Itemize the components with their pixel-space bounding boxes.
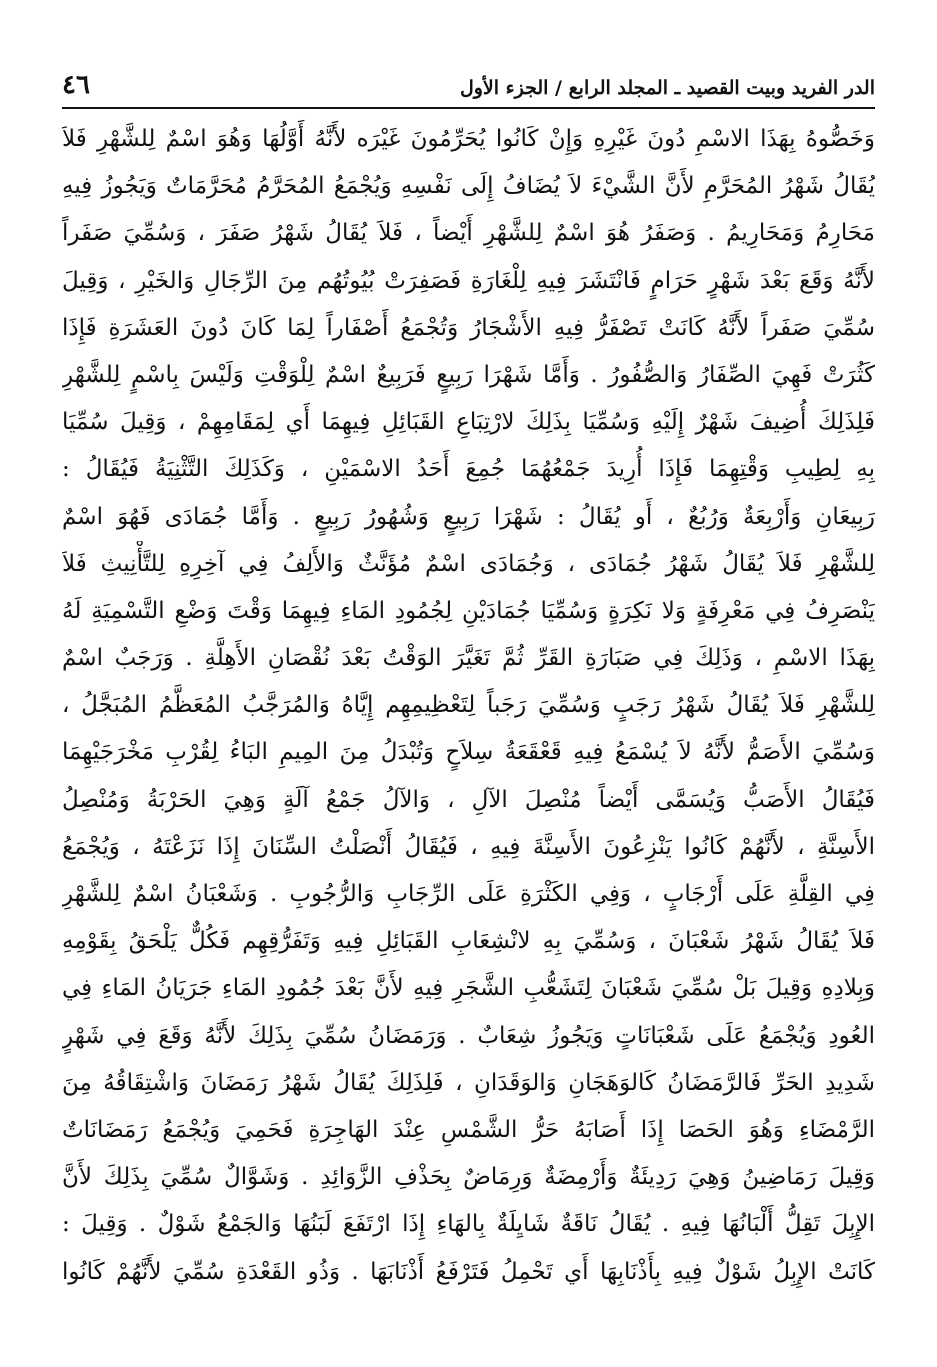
text-line: لأَنَّهُ وَقَعَ بَعْدَ شَهْرٍ حَرَامٍ فَانْتَشَرَ فِيهِ لِلْغَارَةِ فَصَفِرَتْ بُيُوتُهُم مِنَ الرِّجَالِ وَالخَيْرِ ، وَقِيلَ: [62, 267, 875, 294]
text-line: الرَّمْضَاءِ وَهُوَ الحَصَا إِذَا أَصَابَهُ حَرُّ الشَّمْسِ عِنْدَ الهَاجِرَةِ فَحَمِيَ وَيُجْمَعُ رَمَضَانَاتٌ: [62, 1116, 875, 1143]
text-line: رَبِيعَانِ وَأَرْبِعَةٌ وَرُبُعٌ ، أَو يُقَالُ : شَهْرَا رَبِيعٍ وَشُهُورُ رَبِيعٍ . وَأَمَّا جُمَادَى فَهُوَ اسْمٌ: [62, 503, 875, 530]
text-line: الأَسِنَّةِ ، لأَنَّهُمْ كَانُوا يَنْزِعُونَ الأَسِنَّةَ فِيهِ ، فَيُقَالُ أَنْصَلْتُ السِّنَانَ إِذَا نَزَعْتَهُ ، وَيُجْمَعُ: [62, 833, 875, 860]
text-line: كَثُرَتْ فَهِيَ الصِّفَارُ وَالصُّفُورُ . وَأَمَّا شَهْرَا رَبِيعٍ فَرَبِيعٌ اسْمٌ لِلْوَقْتِ وَلَيْسَ بِاسْمٍ لِلشَّهْرِ: [62, 361, 875, 388]
text-line: العُودِ وَيُجْمَعُ عَلَى شَعْبَانَاتٍ وَيَجُوزُ شِعَابٌ . وَرَمَضَانُ سُمِّيَ بِذَلِكَ لأَنَّهُ وَقَعَ فِي شَهْرٍ: [62, 1022, 875, 1049]
text-line: سُمِّيَ صَفَراً لأَنَّهُ كَانَتْ تَصْفَرُّ فِيهِ الأَشْجَارُ وَتُجْمَعُ أَصْفَاراً لِمَا كَانَ دُونَ العَشَرَةِ فَإِذَا: [62, 314, 875, 341]
text-line: وَسُمِّيَ الأَصَمُّ لأَنَّهُ لاَ يُسْمَعُ فِيهِ قَعْقَعَةُ سِلاَحٍ وَتُبْدَلُ مِنَ المِيمِ البَاءُ لِقُرْبِ مَخْرَجَيْهِمَا: [62, 739, 875, 766]
text-line: كَانَتْ الإِبِلُ شَوْلٌ فِيهِ بِأَذْنَابِهَا أَي تَحْمِلُ فَتَرْفَعُ أَذْنَابَهَا . وَذُو القَعْدَةِ سُمِّيَ لأَنَّهُمْ كَانُوا: [62, 1258, 875, 1285]
text-line: مَحَارِمُ وَمَحَارِيمُ . وَصَفَرُ هُوَ اسْمٌ لِلشَّهْرِ أَيْضاً ، فَلاَ يُقَالُ شَهْرُ صَفَرَ ، وَسُمِّيَ صَفَراً: [62, 220, 875, 247]
running-title: الدر الفريد وبيت القصيد ـ المجلد الرابع / الجزء الأول: [459, 77, 875, 99]
header-divider: [62, 107, 875, 109]
text-line: فَيُقَالُ الأَصَبُّ وَيُسَمَّى أَيْضاً مُنْصِلَ الآلِ ، وَالآلُ جَمْعُ آلَةٍ وَهِيَ الحَرْبَةُ وَمُنْصِلُ: [62, 786, 875, 813]
text-line: فَلاَ يُقَالُ شَهْرُ شَعْبَانَ ، وَسُمِّيَ بِهِ لانْشِعَابِ القَبَائِلِ فِيهِ وَتَفَرُّقِهِم فَكُلٌّ يَلْحَقُ بِقَوْمِهِ: [62, 928, 875, 955]
text-line: لِلشَّهْرِ فَلاَ يُقَالُ شَهْرُ جُمَادَى ، وَجُمَادَى اسْمٌ مُؤَنَّثٌ وَالأَلِفُ فِي آخِرِهِ لِلتَّأْنِيثِ فَلاَ: [62, 550, 875, 577]
text-line: الإِبِلَ تَقِلُّ أَلْبَانُهَا فِيهِ . يُقَالُ نَاقَةٌ شَايِلَةٌ بِالهَاءِ إِذَا ارْتَفَعَ لَبَنُهَا وَالجَمْعُ شَوْلٌ . وَقِيلَ :: [62, 1211, 875, 1238]
text-line: بِهَذَا الاسْمِ ، وَذَلِكَ فِي صَبَارَةِ القَرِّ ثُمَّ تَغَيَّرَ الوَقْتُ بَعْدَ نُقْصَانِ الأَهِلَّةِ . وَرَجَبٌ اسْمٌ: [62, 645, 875, 672]
text-line: فَلِذَلِكَ أُضِيفَ شَهْرٌ إِلَيْهِ وَسُمِّيَا بِذَلِكَ لارْتِبَاعِ القَبَائِلِ فِيهِمَا أَي لِمَقَامِهِمْ ، وَقِيلَ سُمِّيَا: [62, 409, 875, 436]
text-line: شَدِيدِ الحَرِّ فَالرَّمَضَانُ كَالوَهَجَانِ وَالوَقَدَانِ ، فَلِذَلِكَ يُقَالُ شَهْرُ رَمَضَانَ وَاشْتِقَاقُهُ مِنَ: [62, 1069, 875, 1096]
text-line: وَخَصُّوهُ بِهَذَا الاسْمِ دُونَ غَيْرِهِ وَإِنْ كَانُوا يُحَرِّمُونَ غَيْرَه لأَنَّهُ أَوَّلُهَا وَهُوَ اسْمٌ لِلشَّهْرِ فَلاَ: [62, 126, 875, 152]
text-line: يُقَالُ شَهْرُ المُحَرَّمِ لأَنَّ الشَّيْءَ لاَ يُضَافُ إِلَى نَفْسِهِ وَيُجْمَعُ المُحَرَّمُ مُحَرَّمَاتٌ وَيَجُوزُ فِيهِ: [62, 173, 875, 200]
page-header: [62, 64, 875, 104]
body-text: [62, 116, 875, 1296]
text-line: وَقِيلَ رَمَاضِينُ وَهِيَ رَدِيئَةٌ وَأَرْمِضَةٌ وَرِمَاضٌ بِحَذْفِ الزَّوَائِدِ . وَشَوَّالٌ سُمِّيَ بِذَلِكَ لأَنَّ: [62, 1164, 875, 1191]
text-line: فِي القِلَّةِ عَلَى أَرْجَابٍ ، وَفِي الكَثْرَةِ عَلَى الرِّجَابِ وَالرُّجُوبِ . وَشَعْبَانُ اسْمٌ لِلشَّهْرِ: [62, 881, 875, 907]
text-line: بِهِ لِطِيبِ وَقْتِهِمَا فَإِذَا أُرِيدَ جَمْعُهُمَا جُمِعَ أَحَدُ الاسْمَيْنِ ، وَكَذَلِكَ التَّثْنِيَةُ فَيُقَالُ :: [62, 456, 875, 483]
text-line: لِلشَّهْرِ فَلاَ يُقَالُ شَهْرُ رَجَبٍ وَسُمِّيَ رَجَباً لِتَعْظِيمِهِم إِيَّاهُ وَالمُرَجَّبُ المُعَظَّمُ المُبَجَّلُ ،: [62, 692, 875, 719]
page-number: ٤٦: [62, 70, 90, 100]
text-line: يَنْصَرِفُ فِي مَعْرِفَةٍ وَلا نَكِرَةٍ وَسُمِّيَا جُمَادَيْنِ لِجُمُودِ المَاءِ فِيهِمَا وَقْتَ وَضْعِ التَّسْمِيَةِ لَهُ: [62, 597, 875, 624]
text-line: وَبِلادِهِ وَقِيلَ بَلْ سُمِّيَ شَعْبَانَ لِتَشَعُّبِ الشَّجَرِ فِيهِ لأَنَّ بَعْدَ جُمُودِ المَاءِ جَرَيَانُ المَاءِ فِي: [62, 975, 875, 1002]
